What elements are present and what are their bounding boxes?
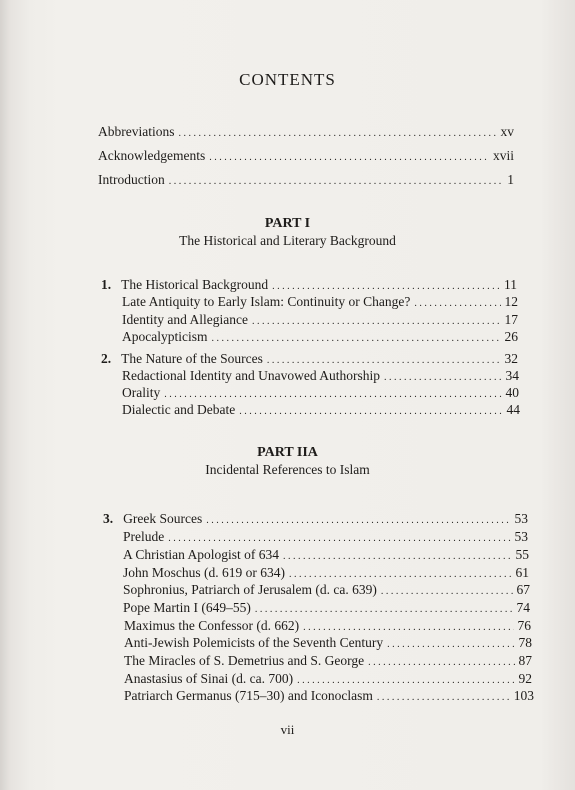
section-page: 92 xyxy=(518,671,532,686)
part-subtitle: The Historical and Literary Background xyxy=(179,233,396,248)
leader-dots xyxy=(255,600,513,616)
toc-chapter xyxy=(103,511,528,527)
leader-dots xyxy=(384,368,502,384)
toc-entry-acknowledgements xyxy=(98,148,514,164)
chapter-page: 32 xyxy=(504,351,518,366)
leader-dots xyxy=(169,172,504,188)
leader-dots xyxy=(283,547,511,563)
leader-dots xyxy=(272,277,500,293)
leader-dots xyxy=(368,653,514,669)
section-page: 87 xyxy=(518,653,532,668)
leader-dots xyxy=(239,402,502,418)
section-page: 78 xyxy=(518,635,532,650)
toc-section xyxy=(124,671,532,687)
section-title: Redactional Identity and Unavowed Authorship xyxy=(122,368,380,383)
chapter-number: 1. xyxy=(101,277,112,292)
section-page: 44 xyxy=(506,402,520,417)
toc-chapter xyxy=(101,351,518,367)
leader-dots xyxy=(164,385,501,401)
chapter-page: 11 xyxy=(504,277,517,292)
section-title: Prelude xyxy=(123,529,165,544)
toc-section xyxy=(122,402,520,418)
section-page: 26 xyxy=(504,329,518,344)
leader-dots xyxy=(209,148,489,164)
leader-dots xyxy=(289,565,512,581)
toc-entry-label: Acknowledgements xyxy=(98,148,206,163)
section-page: 103 xyxy=(513,688,534,703)
leader-dots xyxy=(206,511,510,527)
toc-section xyxy=(122,368,519,384)
leader-dots xyxy=(303,618,513,634)
section-title: A Christian Apologist of 634 xyxy=(123,547,280,562)
section-title: John Moschus (d. 619 or 634) xyxy=(123,565,285,580)
toc-entry-introduction xyxy=(98,172,514,188)
toc-section xyxy=(122,385,519,401)
section-page: 40 xyxy=(505,385,519,400)
section-title: Orality xyxy=(122,385,161,400)
leader-dots xyxy=(377,688,510,704)
section-page: 55 xyxy=(515,547,529,562)
leader-dots xyxy=(381,582,513,598)
section-page: 17 xyxy=(504,312,518,327)
section-page: 74 xyxy=(516,600,530,615)
toc-entry-abbreviations xyxy=(98,124,514,140)
toc-section xyxy=(123,547,529,563)
toc-section xyxy=(122,294,518,310)
toc-section xyxy=(124,653,532,669)
section-title: The Miracles of S. Demetrius and S. George xyxy=(124,653,365,668)
toc-entry-page: xv xyxy=(500,124,514,139)
section-title: Apocalypticism xyxy=(122,329,208,344)
section-page: 12 xyxy=(504,294,518,309)
toc-entry-label: Introduction xyxy=(98,172,165,187)
section-title: Dialectic and Debate xyxy=(122,402,236,417)
section-page: 76 xyxy=(517,618,531,633)
toc-section xyxy=(124,618,531,634)
section-page: 53 xyxy=(514,529,528,544)
toc-entry-label: Abbreviations xyxy=(98,124,175,139)
leader-dots xyxy=(297,671,514,687)
section-page: 61 xyxy=(515,565,529,580)
page-title: CONTENTS xyxy=(239,70,336,89)
toc-entry-page: xvii xyxy=(492,148,514,163)
chapter-title: Greek Sources xyxy=(123,511,203,526)
toc-section xyxy=(124,688,534,704)
toc-section xyxy=(123,529,528,545)
page-number: vii xyxy=(280,722,295,737)
part-heading: PART IIA xyxy=(257,445,318,460)
section-page: 34 xyxy=(505,368,519,383)
leader-dots xyxy=(267,351,501,367)
section-title: Anti-Jewish Polemicists of the Seventh Century xyxy=(124,635,384,650)
chapter-number: 3. xyxy=(103,511,114,526)
part-heading: PART I xyxy=(264,216,311,231)
leader-dots xyxy=(387,635,514,651)
chapter-title: The Historical Background xyxy=(121,277,269,292)
section-title: Sophronius, Patriarch of Jerusalem (d. ca. 639) xyxy=(123,582,377,597)
chapter-page: 53 xyxy=(514,511,528,526)
toc-section xyxy=(123,582,530,598)
section-title: Maximus the Confessor (d. 662) xyxy=(124,618,300,633)
toc-section xyxy=(124,635,532,651)
section-title: Late Antiquity to Early Islam: Continuity or Change? xyxy=(122,294,411,309)
leader-dots xyxy=(168,529,510,545)
chapter-title: The Nature of the Sources xyxy=(121,351,263,366)
leader-dots xyxy=(252,312,501,328)
toc-section xyxy=(123,600,530,616)
toc-section xyxy=(122,312,518,328)
leader-dots xyxy=(211,329,500,345)
section-title: Patriarch Germanus (715–30) and Iconoclasm xyxy=(124,688,373,703)
section-title: Pope Martin I (649–55) xyxy=(123,600,251,615)
toc-section xyxy=(123,565,529,581)
part-subtitle: Incidental References to Islam xyxy=(205,462,370,477)
leader-dots xyxy=(179,124,497,140)
toc-entry-page: 1 xyxy=(507,172,514,187)
toc-chapter xyxy=(101,277,517,293)
section-page: 67 xyxy=(516,582,530,597)
leader-dots xyxy=(414,294,500,310)
chapter-number: 2. xyxy=(101,351,112,366)
toc-section xyxy=(122,329,518,345)
section-title: Identity and Allegiance xyxy=(122,312,248,327)
section-title: Anastasius of Sinai (d. ca. 700) xyxy=(124,671,294,686)
